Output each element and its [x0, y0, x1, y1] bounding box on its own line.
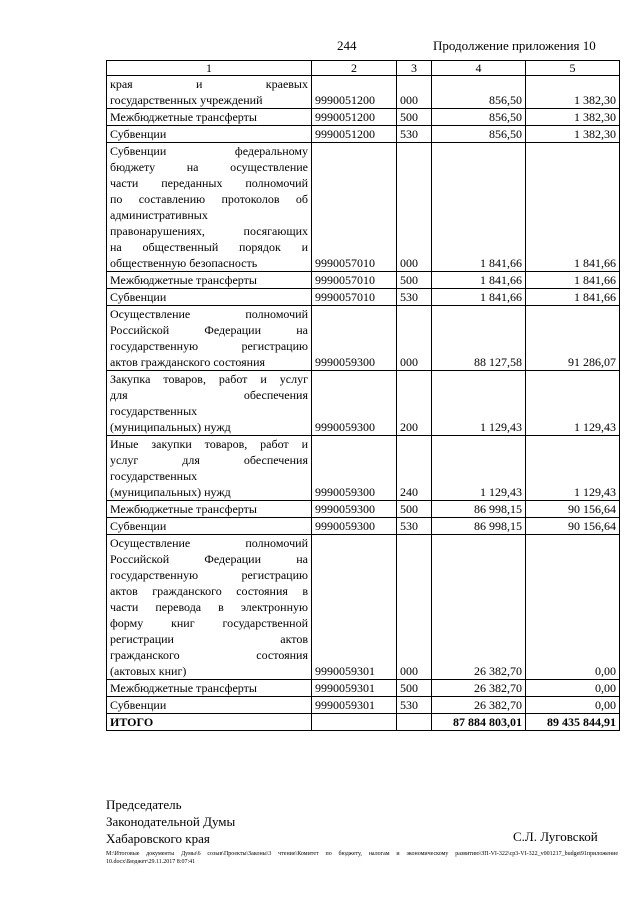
- amount-year-2-cell: 1 382,30: [526, 109, 620, 126]
- expense-type-code-cell: 500: [397, 501, 432, 518]
- expense-name-line: регистрации актов: [110, 632, 308, 646]
- amount-year-1-cell: 86 998,15: [432, 501, 526, 518]
- column-number: 3: [397, 61, 432, 76]
- table-row: [107, 126, 620, 143]
- document-file-path: М:\Итоговые документы Думы\6 созыв\Проекты\Законы\3 чтение\Комитет по бюджету, налогам и экономическому развитию\ЗП-VI-322\ср3-VI-322_v001217_budget91приложение 10.docx\Бюджет\29.11.2017 8:07:41: [106, 851, 618, 865]
- expense-name-line: Субвенции: [110, 127, 167, 141]
- expense-name-line: края и краевых: [110, 77, 308, 91]
- expense-type-code-cell: 530: [397, 518, 432, 535]
- signature-block: [106, 796, 235, 847]
- column-number: 1: [107, 61, 312, 76]
- amount-year-1-cell: 1 841,66: [432, 272, 526, 289]
- amount-year-1-cell: 856,50: [432, 126, 526, 143]
- total-year-2-cell: 89 435 844,91: [526, 714, 620, 731]
- target-article-code-cell: 9990057010: [312, 143, 397, 272]
- amount-year-1-cell: 26 382,70: [432, 535, 526, 680]
- expense-type-code-cell: 500: [397, 109, 432, 126]
- expense-name-line: части перевода в электронную: [110, 600, 308, 614]
- amount-year-1-cell: 856,50: [432, 76, 526, 109]
- target-article-code-cell: 9990059301: [312, 697, 397, 714]
- expense-name-cell: [107, 289, 312, 306]
- amount-year-2-cell: 90 156,64: [526, 518, 620, 535]
- expense-name-cell: [107, 76, 312, 109]
- signature-position-line: Председатель: [106, 797, 182, 812]
- expense-name-line: государственных: [110, 469, 198, 483]
- amount-year-1-cell: 26 382,70: [432, 697, 526, 714]
- target-article-code-cell: 9990051200: [312, 126, 397, 143]
- expense-name-cell: [107, 680, 312, 697]
- expense-name-line: правонарушениях, посягающих: [110, 224, 308, 238]
- column-number: 4: [432, 61, 526, 76]
- table-row: [107, 272, 620, 289]
- expense-name-line: Субвенции федеральному: [110, 144, 308, 158]
- target-article-code-cell: 9990059300: [312, 371, 397, 436]
- expense-type-code-cell: 500: [397, 680, 432, 697]
- expense-type-code-cell: 530: [397, 126, 432, 143]
- expense-name-cell: [107, 109, 312, 126]
- table-row: [107, 371, 620, 436]
- expense-name-line: Российской Федерации на: [110, 552, 308, 566]
- budget-table: [106, 60, 620, 731]
- target-article-code-cell: 9990051200: [312, 109, 397, 126]
- target-article-code-cell: 9990059301: [312, 535, 397, 680]
- amount-year-2-cell: 1 382,30: [526, 126, 620, 143]
- expense-name-line: Осуществление полномочий: [110, 536, 308, 550]
- amount-year-2-cell: 1 841,66: [526, 143, 620, 272]
- table-row: [107, 143, 620, 272]
- expense-name-cell: [107, 126, 312, 143]
- appendix-continuation-note: Продолжение приложения 10: [433, 38, 596, 53]
- expense-type-code-cell: 000: [397, 143, 432, 272]
- amount-year-2-cell: 0,00: [526, 535, 620, 680]
- target-article-code-cell: 9990059300: [312, 436, 397, 501]
- amount-year-1-cell: 1 129,43: [432, 436, 526, 501]
- amount-year-2-cell: 1 841,66: [526, 272, 620, 289]
- expense-name-line: Субвенции: [110, 698, 167, 712]
- table-row: [107, 76, 620, 109]
- amount-year-2-cell: 90 156,64: [526, 501, 620, 518]
- expense-type-code-cell: 000: [397, 535, 432, 680]
- expense-name-line: для обеспечения: [110, 388, 308, 402]
- expense-name-line: государственных учреждений: [110, 93, 263, 107]
- total-empty-cell: [397, 714, 432, 731]
- expense-name-line: Субвенции: [110, 290, 167, 304]
- table-row: [107, 518, 620, 535]
- amount-year-1-cell: 86 998,15: [432, 518, 526, 535]
- expense-name-cell: [107, 535, 312, 680]
- amount-year-2-cell: 0,00: [526, 680, 620, 697]
- table-row: [107, 306, 620, 371]
- expense-name-line: Межбюджетные трансферты: [110, 273, 257, 287]
- amount-year-1-cell: 1 129,43: [432, 371, 526, 436]
- table-row: [107, 436, 620, 501]
- budget-table-body: [107, 61, 620, 731]
- expense-name-line: Субвенции: [110, 519, 167, 533]
- expense-name-line: на общественный порядок и: [110, 240, 308, 254]
- expense-name-line: (муниципальных) нужд: [110, 420, 231, 434]
- amount-year-1-cell: 88 127,58: [432, 306, 526, 371]
- target-article-code-cell: 9990059300: [312, 306, 397, 371]
- expense-name-line: общественную безопасность: [110, 256, 258, 270]
- expense-name-cell: [107, 371, 312, 436]
- target-article-code-cell: 9990059300: [312, 501, 397, 518]
- amount-year-1-cell: 1 841,66: [432, 289, 526, 306]
- expense-name-cell: [107, 306, 312, 371]
- expense-type-code-cell: 240: [397, 436, 432, 501]
- expense-type-code-cell: 500: [397, 272, 432, 289]
- target-article-code-cell: 9990059301: [312, 680, 397, 697]
- expense-name-line: государственных: [110, 404, 198, 418]
- expense-name-cell: [107, 501, 312, 518]
- expense-name-line: части переданных полномочий: [110, 176, 308, 190]
- expense-name-line: административных: [110, 208, 208, 222]
- page-number: 244: [337, 38, 357, 53]
- expense-name-line: государственную регистрацию: [110, 568, 308, 582]
- expense-name-line: услуг для обеспечения: [110, 453, 308, 467]
- expense-name-cell: [107, 143, 312, 272]
- expense-name-line: актов гражданского состояния в: [110, 584, 308, 598]
- amount-year-2-cell: 1 129,43: [526, 371, 620, 436]
- amount-year-2-cell: 91 286,07: [526, 306, 620, 371]
- amount-year-2-cell: 1 841,66: [526, 289, 620, 306]
- amount-year-1-cell: 1 841,66: [432, 143, 526, 272]
- expense-type-code-cell: 000: [397, 306, 432, 371]
- expense-name-cell: [107, 436, 312, 501]
- expense-name-line: бюджету на осуществление: [110, 160, 308, 174]
- table-row: [107, 680, 620, 697]
- expense-type-code-cell: 000: [397, 76, 432, 109]
- expense-name-line: (актовых книг): [110, 664, 187, 678]
- amount-year-2-cell: 0,00: [526, 697, 620, 714]
- expense-name-line: Межбюджетные трансферты: [110, 502, 257, 516]
- expense-name-line: Российской Федерации на: [110, 323, 308, 337]
- table-row: [107, 535, 620, 680]
- expense-name-line: Межбюджетные трансферты: [110, 681, 257, 695]
- expense-name-line: форму книг государственной: [110, 616, 308, 630]
- expense-type-code-cell: 530: [397, 697, 432, 714]
- signer-name: С.Л. Луговской: [513, 829, 598, 844]
- expense-name-line: актов гражданского состояния: [110, 355, 266, 369]
- column-number-row: [107, 61, 620, 76]
- total-row: [107, 714, 620, 731]
- amount-year-2-cell: 1 382,30: [526, 76, 620, 109]
- table-row: [107, 697, 620, 714]
- expense-name-line: Закупка товаров, работ и услуг: [110, 372, 308, 386]
- expense-name-line: Межбюджетные трансферты: [110, 110, 257, 124]
- total-label-cell: ИТОГО: [107, 714, 312, 731]
- table-row: [107, 289, 620, 306]
- expense-name-line: гражданского состояния: [110, 648, 308, 662]
- total-year-1-cell: 87 884 803,01: [432, 714, 526, 731]
- table-row: [107, 109, 620, 126]
- expense-name-cell: [107, 518, 312, 535]
- expense-name-cell: [107, 697, 312, 714]
- expense-name-line: Иные закупки товаров, работ и: [110, 437, 308, 451]
- table-row: [107, 501, 620, 518]
- target-article-code-cell: 9990051200: [312, 76, 397, 109]
- column-number: 2: [312, 61, 397, 76]
- expense-name-line: по составлению протоколов об: [110, 192, 308, 206]
- signature-position-line: Хабаровского края: [106, 831, 210, 846]
- column-number: 5: [526, 61, 620, 76]
- expense-name-line: (муниципальных) нужд: [110, 485, 231, 499]
- target-article-code-cell: 9990057010: [312, 289, 397, 306]
- amount-year-1-cell: 26 382,70: [432, 680, 526, 697]
- expense-type-code-cell: 200: [397, 371, 432, 436]
- signature-position-line: Законодательной Думы: [106, 814, 236, 829]
- amount-year-2-cell: 1 129,43: [526, 436, 620, 501]
- expense-type-code-cell: 530: [397, 289, 432, 306]
- amount-year-1-cell: 856,50: [432, 109, 526, 126]
- expense-name-line: Осуществление полномочий: [110, 307, 308, 321]
- expense-name-cell: [107, 272, 312, 289]
- target-article-code-cell: 9990059300: [312, 518, 397, 535]
- total-empty-cell: [312, 714, 397, 731]
- target-article-code-cell: 9990057010: [312, 272, 397, 289]
- expense-name-line: государственную регистрацию: [110, 339, 308, 353]
